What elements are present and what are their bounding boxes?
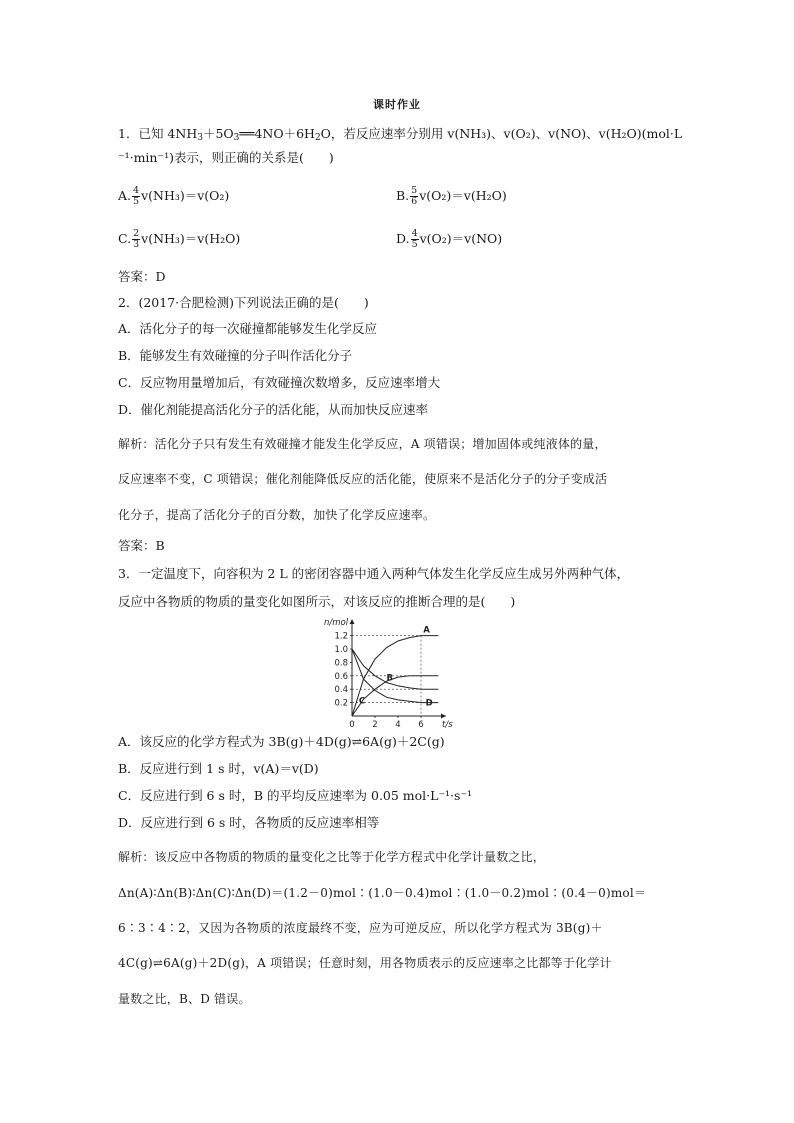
fraction bbox=[132, 229, 140, 250]
series-label-b: B bbox=[386, 673, 393, 684]
numerator: 5 bbox=[411, 185, 418, 196]
option-text: v(O₂)＝v(NO) bbox=[419, 231, 503, 246]
numerator: 2 bbox=[133, 228, 140, 239]
fraction bbox=[410, 186, 418, 207]
q2-explanation-line1: 解析：活化分子只有发生有效碰撞才能发生化学反应，A 项错误；增加固体或纯液体的量， bbox=[118, 437, 607, 451]
q3-explanation-line2: Δn(A)∶Δn(B)∶Δn(C)∶Δn(D)＝(1.2－0)mol∶(1.0－0.4)mol∶(1.0－0.2)mol∶(0.4－0)mol＝ bbox=[118, 886, 647, 900]
q3-stem-line2: 反应中各物质的物质的量变化如图所示，对该反应的推断合理的是( ) bbox=[118, 594, 516, 609]
fraction bbox=[132, 186, 140, 207]
q2-option-b[interactable]: B．能够发生有效碰撞的分子叫作活化分子 bbox=[118, 348, 353, 363]
denominator: 5 bbox=[411, 239, 418, 250]
q1-option-a[interactable] bbox=[118, 186, 229, 207]
q3-explanation-line5: 量数之比，B、D 错误。 bbox=[118, 992, 251, 1006]
x-tick-label: 4 bbox=[395, 720, 401, 728]
denominator: 5 bbox=[133, 196, 140, 207]
q3-explanation-line1: 解析：该反应中各物质的物质的量变化之比等于化学方程式中化学计量数之比， bbox=[118, 850, 546, 864]
q1-text: 1．已知 4NH bbox=[118, 126, 198, 141]
y-tick-label: 0.6 bbox=[334, 671, 348, 682]
q1-option-c[interactable] bbox=[118, 229, 240, 250]
y-tick-label: 0.2 bbox=[334, 698, 348, 709]
option-label: B. bbox=[396, 188, 410, 203]
page-title: 课时作业 bbox=[373, 98, 421, 111]
reaction-amount-chart bbox=[318, 616, 478, 728]
series-line-b bbox=[352, 649, 438, 689]
q2-option-c[interactable]: C．反应物用量增加后，有效碰撞次数增多，反应速率增大 bbox=[118, 375, 441, 390]
q3-option-d[interactable]: D．反应进行到 6 s 时，各物质的反应速率相等 bbox=[118, 815, 380, 830]
q3-explanation-line3: 6∶3∶4∶2，又因为各物质的浓度最终不变，应为可逆反应，所以化学方程式为 3B(g)＋ bbox=[118, 921, 603, 935]
series-label-d: D bbox=[425, 698, 433, 709]
y-axis-arrow bbox=[350, 619, 355, 624]
option-text: v(O₂)＝v(H₂O) bbox=[419, 188, 507, 203]
q1-option-b[interactable] bbox=[396, 186, 507, 207]
q2-answer: 答案：B bbox=[118, 538, 165, 553]
denominator: 3 bbox=[133, 239, 140, 250]
x-tick-label: 0 bbox=[349, 720, 355, 728]
option-text: v(NH₃)＝v(H₂O) bbox=[141, 231, 241, 246]
x-axis-label: t/s bbox=[442, 720, 453, 728]
q1-text: ══4NO＋6H bbox=[239, 126, 315, 141]
q3-option-a[interactable]: A．该反应的化学方程式为 3B(g)＋4D(g)⇌6A(g)＋2C(g) bbox=[118, 734, 445, 749]
q1-option-d[interactable] bbox=[396, 229, 502, 250]
q1-text: ＋5O bbox=[202, 126, 234, 141]
y-tick-label: 0.8 bbox=[334, 658, 348, 669]
x-axis-arrow bbox=[441, 714, 446, 719]
numerator: 4 bbox=[411, 228, 418, 239]
series-label-a: A bbox=[423, 625, 430, 636]
x-tick-label: 6 bbox=[418, 720, 424, 728]
q1-stem-line1 bbox=[118, 126, 682, 146]
numerator: 4 bbox=[133, 185, 140, 196]
option-label: A. bbox=[118, 188, 132, 203]
y-axis-label: n/mol bbox=[324, 618, 349, 628]
option-label: C. bbox=[118, 231, 132, 246]
q1-sub: 2 bbox=[314, 133, 321, 143]
q1-stem-line2: ⁻¹·min⁻¹)表示，则正确的关系是( ) bbox=[118, 150, 334, 165]
series-label-c: C bbox=[358, 696, 366, 707]
q2-option-d[interactable]: D．催化剂能提高活化分子的活化能，从而加快反应速率 bbox=[118, 402, 429, 417]
q2-explanation-line2: 反应速率不变，C 项错误；催化剂能降低反应的活化能，使原来不是活化分子的分子变成活 bbox=[118, 472, 608, 486]
y-tick-label: 0.4 bbox=[334, 685, 348, 696]
q3-option-c[interactable]: C．反应进行到 6 s 时，B 的平均反应速率为 0.05 mol·L⁻¹·s⁻¹ bbox=[118, 788, 473, 803]
chart-svg bbox=[318, 616, 478, 728]
denominator: 6 bbox=[411, 196, 418, 207]
q3-stem-line1: 3．一定温度下，向容积为 2 L 的密闭容器中通入两种气体发生化学反应生成另外两种气体， bbox=[118, 566, 630, 581]
q2-option-a[interactable]: A．活化分子的每一次碰撞都能够发生化学反应 bbox=[118, 321, 378, 336]
q3-option-b[interactable]: B．反应进行到 1 s 时，v(A)＝v(D) bbox=[118, 761, 319, 776]
option-text: v(NH₃)＝v(O₂) bbox=[141, 188, 230, 203]
q1-text: O，若反应速率分别用 v(NH₃)、v(O₂)、v(NO)、v(H₂O)(mol·L bbox=[320, 126, 683, 141]
y-tick-label: 1.2 bbox=[334, 631, 348, 642]
q1-sub: 3 bbox=[197, 133, 203, 143]
q1-answer: 答案：D bbox=[118, 269, 166, 284]
q2-explanation-line3: 化分子，提高了活化分子的百分数，加快了化学反应速率。 bbox=[118, 508, 436, 522]
q3-explanation-line4: 4C(g)⇌6A(g)＋2D(g)，A 项错误；任意时刻，用各物质表示的反应速率之比都等于化学计 bbox=[118, 956, 612, 970]
y-tick-label: 1.0 bbox=[334, 645, 348, 655]
q1-sub: 3 bbox=[233, 133, 240, 143]
option-label: D. bbox=[396, 231, 410, 246]
fraction bbox=[411, 229, 419, 250]
x-tick-label: 2 bbox=[372, 720, 378, 728]
q2-stem: 2．(2017·合肥检测)下列说法正确的是( ) bbox=[118, 295, 369, 310]
